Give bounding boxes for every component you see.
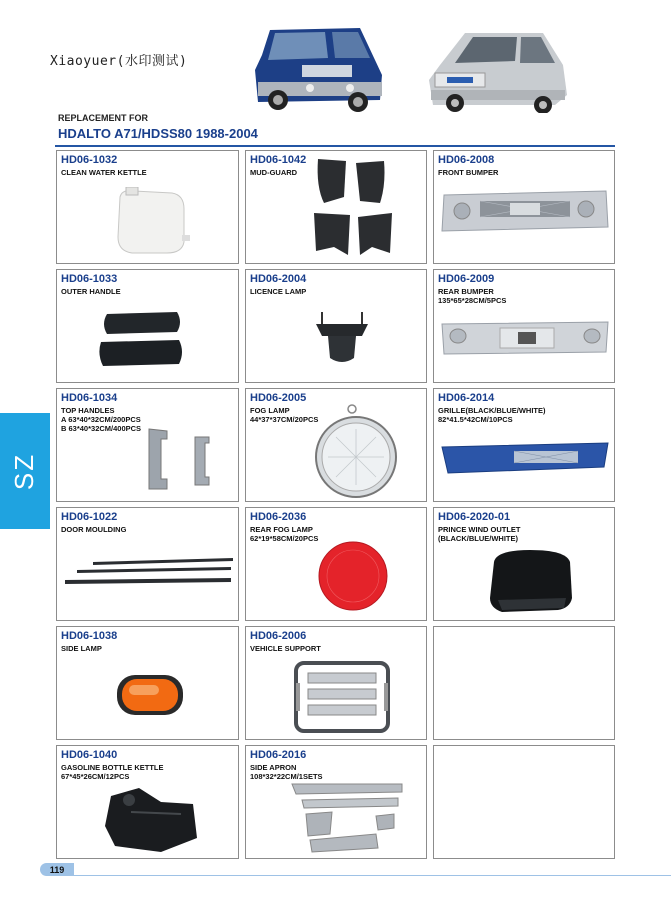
product-line: SIDE LAMP [61,644,102,653]
product-code: HD06-2004 [250,273,307,285]
rear-bumper-image [440,318,610,358]
footer-rule-right [465,875,671,876]
product-line: (BLACK/BLUE/WHITE) [438,534,518,543]
product-card [433,507,615,621]
product-description [250,763,323,781]
product-code: HD06-1040 [61,749,118,761]
product-code: HD06-1034 [61,392,118,404]
product-line: FRONT BUMPER [438,168,499,177]
gasoline-kettle-image [101,782,201,856]
footer-rule [74,875,465,876]
header-title: HDALTO A71/HDSS80 1988-2004 [58,126,258,141]
water-kettle-image [112,187,192,257]
product-code: HD06-2014 [438,392,495,404]
product-line: TOP HANDLES [61,406,115,415]
product-code: HD06-2020-01 [438,511,511,523]
product-card [56,507,239,621]
product-card [245,745,427,859]
licence-lamp-image [312,310,372,366]
product-description [250,644,321,653]
product-code: HD06-2009 [438,273,495,285]
product-card [433,269,615,383]
outer-handle-image [97,308,187,372]
product-description [250,168,297,177]
wind-outlet-image [486,546,576,614]
top-handles-image [143,427,219,491]
product-code: HD06-2016 [250,749,307,761]
watermark-text: Xiaoyuer(水印测试) [50,54,188,69]
product-card [433,388,615,502]
product-card [245,507,427,621]
product-description [438,287,506,305]
silver-car-image [425,25,570,113]
empty-card [433,745,615,859]
product-line: REAR FOG LAMP [250,525,313,534]
product-line: VEHICLE SUPPORT [250,644,321,653]
product-code: HD06-2005 [250,392,307,404]
product-description [61,168,147,177]
product-description [61,406,141,433]
product-line: REAR BUMPER [438,287,494,296]
fog-lamp-image [314,403,410,499]
product-line: SIDE APRON [250,763,297,772]
product-description [61,525,126,534]
product-line: DOOR MOULDING [61,525,127,534]
product-description [250,525,318,543]
product-card [56,745,239,859]
door-moulding-image [63,556,235,590]
product-description [61,287,121,296]
blue-car-image [250,20,388,112]
product-description [61,644,102,653]
product-line: MUD-GUARD [250,168,298,177]
product-line: A 63*40*32CM/200PCS [61,415,141,424]
product-line: GRILLE(BLACK/BLUE/WHITE) [438,406,546,415]
product-card [56,150,239,264]
product-line: CLEAN WATER KETTLE [61,168,147,177]
product-description [438,168,498,177]
product-description [438,406,546,424]
rear-fog-lamp-image [316,538,390,614]
product-line: 82*41.5*42CM/10PCS [438,415,513,424]
header-divider [55,145,615,147]
product-line: 135*65*28CM/5PCS [438,296,507,305]
product-code: HD06-1032 [61,154,118,166]
product-description [61,763,164,781]
header-subtitle: REPLACEMENT FOR [58,113,148,123]
product-description [438,525,521,543]
product-card [245,269,427,383]
product-code: HD06-1038 [61,630,118,642]
product-line: FOG LAMP [250,406,290,415]
product-line: 108*32*22CM/1SETS [250,772,323,781]
section-tab [0,413,50,529]
side-apron-image [286,782,406,854]
product-code: HD06-2006 [250,630,307,642]
side-lamp-image [115,673,185,717]
vehicle-support-image [292,659,392,735]
product-line: OUTER HANDLE [61,287,121,296]
product-description [250,406,318,424]
product-code: HD06-1022 [61,511,118,523]
product-code: HD06-2008 [438,154,495,166]
page-number: 119 [40,863,74,876]
product-line: 62*19*58CM/20PCS [250,534,319,543]
empty-card [433,626,615,740]
product-grid [56,150,615,859]
product-card [245,626,427,740]
product-line: B 63*40*32CM/400PCS [61,424,142,433]
product-line: LICENCE LAMP [250,287,307,296]
product-card [56,626,239,740]
product-card [56,388,239,502]
product-code: HD06-2036 [250,511,307,523]
product-code: HD06-1042 [250,154,307,166]
grille-image [440,441,610,475]
product-card [245,388,427,502]
product-line: 67*45*26CM/12PCS [61,772,130,781]
mud-guard-image [312,157,396,261]
product-card [433,150,615,264]
product-line: GASOLINE BOTTLE KETTLE [61,763,164,772]
product-card [56,269,239,383]
product-code: HD06-1033 [61,273,118,285]
catalog-header [58,113,258,141]
product-line: 44*37*37CM/20PCS [250,415,319,424]
section-tab-label: SZ [9,452,40,490]
product-line: PRINCE WIND OUTLET [438,525,521,534]
front-bumper-image [440,189,610,233]
product-description [250,287,306,296]
product-card [245,150,427,264]
